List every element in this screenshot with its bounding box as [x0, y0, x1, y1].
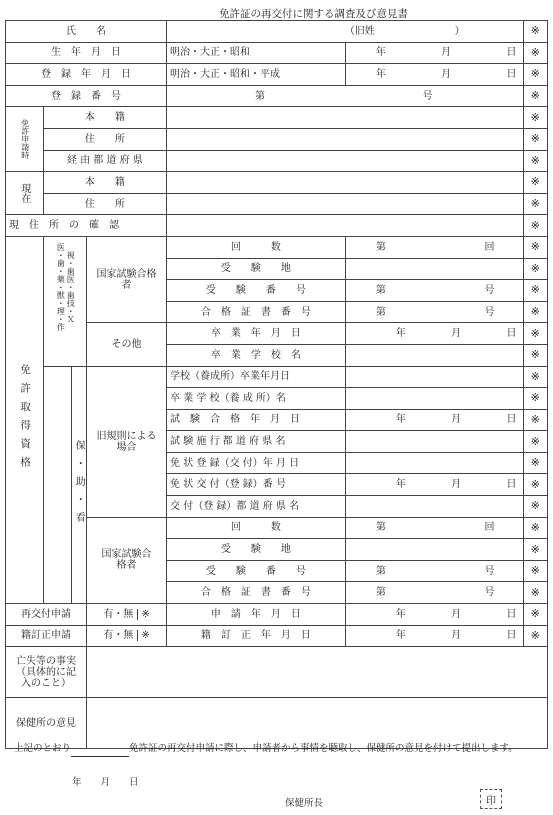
field-g2-r2[interactable] [345, 388, 523, 410]
row-correction: 籍訂正申請 有・無 ※ 籍 訂 正 年 月 日 年 月 日 ※ [6, 625, 548, 647]
label-g2-r5: 免 状 登 録（交 付）年 月 日 [167, 452, 346, 474]
label-g1-times: 回 数 [167, 236, 346, 258]
label-g2-national: 国家試験合格者 [87, 517, 167, 603]
field-reg-era[interactable]: 明治・大正・昭和・平成 [167, 64, 346, 86]
field-g2-r6[interactable]: 年 月 日 [345, 474, 523, 496]
label-g1-examno: 受 験 番 号 [167, 280, 346, 302]
label-current: 現在 [6, 172, 44, 215]
row-app-honseki: 免許申請時 本 籍 ※ [6, 107, 548, 129]
reissue-form-table [5, 20, 548, 749]
field-g2-r1[interactable] [345, 366, 523, 388]
row-g2-r2: 卒 業 学 校（養 成 所）名 ※ [6, 388, 548, 410]
label-g1-national: 国家試験合格者 [87, 236, 167, 322]
row-g2-r4: 試 験 施 行 都 道 府 県 名 ※ [6, 431, 548, 453]
row-g2-r7: 交 付（登 録）都 道 府 県 名 ※ [6, 496, 548, 518]
row-cur-honseki: 現在 本 籍 ※ [6, 172, 548, 194]
field-app-pref[interactable] [167, 150, 523, 172]
label-g1-certno: 合 格 証 書 番 号 [167, 301, 346, 323]
label-app-honseki: 本 籍 [43, 107, 166, 129]
row-g1-certno: 合 格 証 書 番 号 第 号 ※ [6, 301, 548, 323]
field-g1-place[interactable] [345, 258, 523, 280]
field-g2-r4[interactable] [345, 431, 523, 453]
label-confirm: 現 住 所 の 確 認 [6, 215, 167, 237]
label-g2-certno: 合 格 証 書 番 号 [167, 582, 346, 604]
label-g1-school: 卒 業 学 校 名 [167, 344, 346, 366]
label-g2-place: 受 験 地 [167, 539, 346, 561]
label-g2-r1: 学校（養成所）卒業年月日 [167, 366, 346, 388]
label-loss: 亡失等の事実（具体的に記入のこと） [6, 647, 87, 698]
label-g1-place: 受 験 地 [167, 258, 346, 280]
row-g2-examno: 受 験 番 号 第 号 ※ [6, 560, 548, 582]
document-title: 免許証の再交付に関する調査及び意見書 [0, 6, 553, 21]
label-cur-jusho: 住 所 [43, 193, 166, 215]
field-reg-no[interactable]: 第 号 [167, 85, 523, 107]
row-loss [6, 647, 548, 698]
row-confirm: 現 住 所 の 確 認 ※ [6, 215, 548, 237]
label-g2-old: 旧規則による場合 [87, 366, 167, 517]
row-g1-place: 受 験 地 ※ [6, 258, 548, 280]
row-app-pref: 経 由 都 道 府 県 ※ [6, 150, 548, 172]
field-name[interactable]: （旧姓 ） [167, 21, 523, 43]
label-at-application: 免許申請時 [6, 107, 44, 172]
ast-birth: ※ [523, 42, 547, 64]
label-g1-other: その他 [87, 323, 167, 366]
label-cur-honseki: 本 籍 [43, 172, 166, 194]
label-name: 氏 名 [6, 21, 167, 43]
label-correction: 籍訂正申請 [6, 625, 87, 647]
field-reissue-date[interactable]: 年 月 日 [345, 604, 523, 626]
field-reg-date[interactable]: 年 月 日 [345, 64, 523, 86]
row-g2-r6: 免 状 交 付（登 録）番 号 年 月 日 ※ [6, 474, 548, 496]
field-g2-r7[interactable] [345, 496, 523, 518]
field-g2-examno[interactable]: 第 号 [345, 560, 523, 582]
row-reg-date [6, 64, 548, 86]
field-app-jusho[interactable] [167, 128, 523, 150]
field-g2-r3[interactable]: 年 月 日 [345, 409, 523, 431]
label-g2-r3: 試 験 合 格 年 月 日 [167, 409, 346, 431]
field-g2-r5[interactable] [345, 452, 523, 474]
label-app-pref: 経 由 都 道 府 県 [43, 150, 166, 172]
row-app-jusho: 住 所 ※ [6, 128, 548, 150]
seal-box[interactable]: 印 [480, 789, 502, 809]
field-g2-times[interactable]: 第 回 [345, 517, 523, 539]
ast-reg-no: ※ [523, 85, 547, 107]
row-g1-school: 卒 業 学 校 名 ※ [6, 344, 548, 366]
field-app-honseki[interactable] [167, 107, 523, 129]
label-group2: 保・助・看 [71, 366, 87, 604]
label-g2-times: 回 数 [167, 517, 346, 539]
field-reissue-yesno[interactable]: 有・無 ※ [87, 604, 167, 626]
field-birth-era[interactable]: 明治・大正・昭和 [167, 42, 346, 64]
label-reg-date: 登 録 年 月 日 [6, 64, 167, 86]
label-g2-examno: 受 験 番 号 [167, 560, 346, 582]
row-g2-r1: 保・助・看 旧規則による場合 学校（養成所）卒業年月日 ※ [6, 366, 548, 388]
footer-date[interactable]: 年 月 日 [72, 777, 139, 788]
footer-statement: 上記のとおり 免許証の再交付申請に際し、申請者から事情を聴取し、保健所の意見を付けて提出します。 [6, 742, 551, 757]
field-confirm[interactable] [167, 215, 523, 237]
row-g1-times: 免許取得資格 医・歯・薬・獣・理・作 視・歯医・歯技・Ｘ 国家試験合格者 回 数 第 回 ※ [6, 236, 548, 258]
field-g1-certno[interactable]: 第 号 [345, 301, 523, 323]
footer-chief: 保健所長 [285, 798, 324, 809]
label-g2-r7: 交 付（登 録）都 道 府 県 名 [167, 496, 346, 518]
field-cur-honseki[interactable] [167, 172, 523, 194]
label-opinion: 保健所の意見 [6, 698, 87, 749]
row-reg-no [6, 85, 548, 107]
row-g2-times: 国家試験合格者 回 数 第 回 ※ [6, 517, 548, 539]
row-g2-certno: 合 格 証 書 番 号 第 号 ※ [6, 582, 548, 604]
ast-name: ※ [523, 21, 547, 43]
field-cur-jusho[interactable] [167, 193, 523, 215]
field-loss[interactable] [87, 647, 548, 698]
row-g1-graddate: その他 卒 業 年 月 日 年 月 日 ※ [6, 323, 548, 345]
field-g1-school[interactable] [345, 344, 523, 366]
field-g2-certno[interactable]: 第 号 [345, 582, 523, 604]
label-g2-r2: 卒 業 学 校（養 成 所）名 [167, 388, 346, 410]
field-correction-date[interactable]: 年 月 日 [345, 625, 523, 647]
label-g2-r4: 試 験 施 行 都 道 府 県 名 [167, 431, 346, 453]
label-g2-r6: 免 状 交 付（登 録）番 号 [167, 474, 346, 496]
ast-reg-date: ※ [523, 64, 547, 86]
field-g1-times[interactable]: 第 回 [345, 236, 523, 258]
field-g1-graddate[interactable]: 年 月 日 [345, 323, 523, 345]
label-group1: 医・歯・薬・獣・理・作 視・歯医・歯技・Ｘ [43, 236, 86, 366]
row-cur-jusho: 住 所 ※ [6, 193, 548, 215]
label-correction-date: 籍 訂 正 年 月 日 [167, 625, 346, 647]
footer-blank-line[interactable] [71, 746, 129, 757]
label-reissue-date: 申 請 年 月 日 [167, 604, 346, 626]
row-name [6, 21, 548, 43]
field-g2-place[interactable] [345, 539, 523, 561]
label-acquisition: 免許取得資格 [6, 236, 44, 603]
row-g2-place: 受 験 地 ※ [6, 539, 548, 561]
label-group2-spacer [43, 366, 71, 604]
row-g2-r5: 免 状 登 録（交 付）年 月 日 ※ [6, 452, 548, 474]
row-g1-examno: 受 験 番 号 第 号 ※ [6, 280, 548, 302]
label-birth: 生 年 月 日 [6, 42, 167, 64]
label-g1-graddate: 卒 業 年 月 日 [167, 323, 346, 345]
row-g2-r3: 試 験 合 格 年 月 日 年 月 日 ※ [6, 409, 548, 431]
label-app-jusho: 住 所 [43, 128, 166, 150]
field-correction-yesno[interactable]: 有・無 ※ [87, 625, 167, 647]
row-reissue: 再交付申請 有・無 ※ 申 請 年 月 日 年 月 日 ※ [6, 604, 548, 626]
row-birth [6, 42, 548, 64]
label-reg-no: 登 録 番 号 [6, 85, 167, 107]
field-birth-date[interactable]: 年 月 日 [345, 42, 523, 64]
field-g1-examno[interactable]: 第 号 [345, 280, 523, 302]
label-reissue: 再交付申請 [6, 604, 87, 626]
